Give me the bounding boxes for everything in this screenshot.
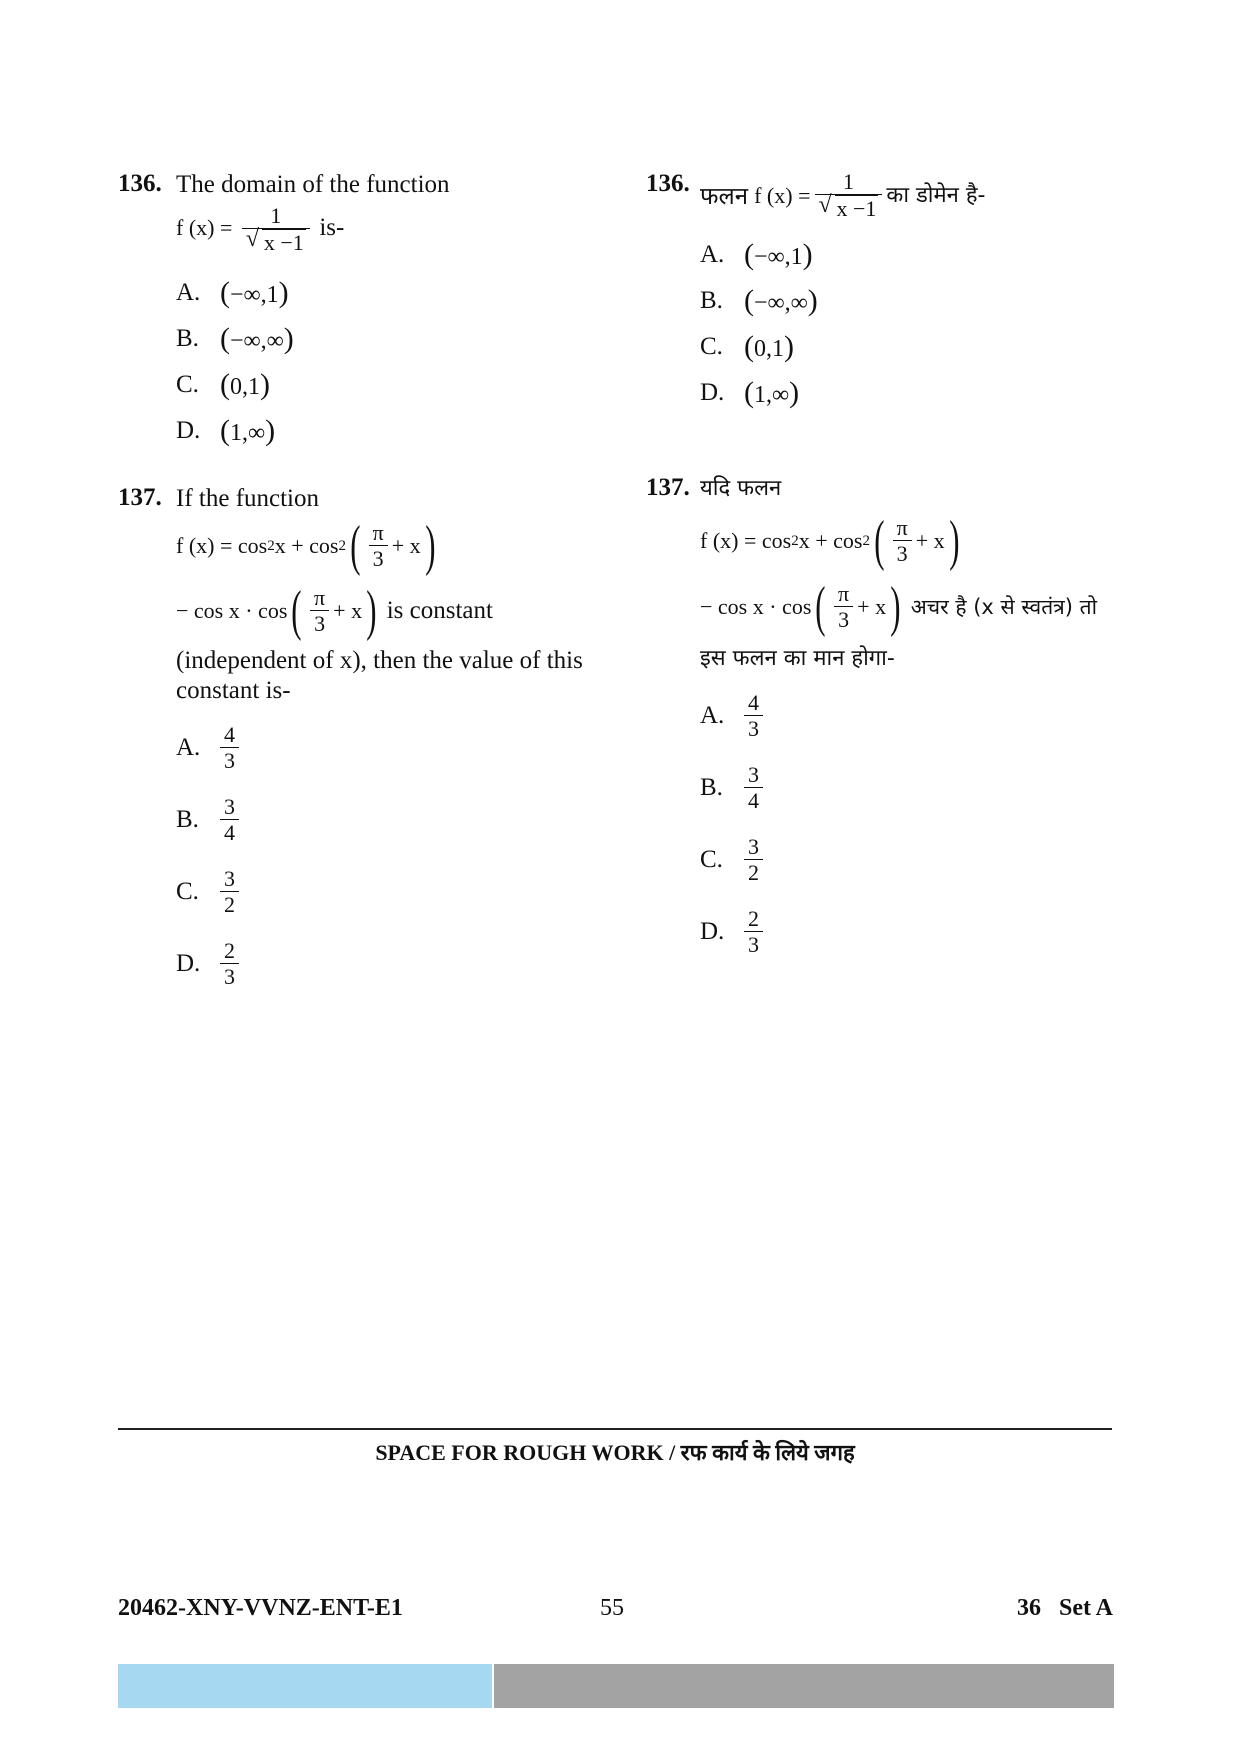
- question-137-en: [118, 484, 608, 1000]
- option-c[interactable]: C. $\frac{3}{2}$: [700, 824, 1166, 896]
- footer-bar-grey: [494, 1664, 1114, 1708]
- function-line-1: f (x) = cos 2 x + cos 2 ( $\frac{\pi}{3}$ + x ): [700, 510, 960, 572]
- question-137-hi: [646, 474, 1166, 968]
- option-a[interactable]: A. (−∞,1): [700, 238, 813, 271]
- option-b[interactable]: B. (−∞,∞): [176, 322, 294, 355]
- question-number: 136.: [646, 170, 690, 197]
- paper-code: 20462-XNY-VVNZ-ENT-E1: [118, 1595, 403, 1621]
- left-column: [118, 170, 608, 1000]
- question-text-2: (independent of x), then the value of this constant is-: [176, 647, 583, 704]
- option-a[interactable]: A. $\frac{4}{3}$: [700, 680, 1166, 752]
- option-c[interactable]: C. (0,1): [176, 368, 270, 401]
- function-line-2: − cos x · cos ( $\frac{\pi}{3}$ + x ) अचर है (x से स्वतंत्र) तो: [700, 576, 1098, 638]
- option-a[interactable]: A. (−∞,1): [176, 276, 289, 309]
- option-d[interactable]: D. $\frac{2}{3}$: [176, 928, 608, 1000]
- question-text: यदि फलन: [700, 476, 782, 501]
- question-text: If the function: [176, 485, 320, 512]
- question-text: The domain of the function: [176, 171, 450, 198]
- option-d[interactable]: D. $\frac{2}{3}$: [700, 896, 1166, 968]
- option-b[interactable]: B. $\frac{3}{4}$: [176, 784, 608, 856]
- option-c[interactable]: C. $\frac{3}{2}$: [176, 856, 608, 928]
- footer-bar-blue: [118, 1664, 492, 1708]
- question-number: 136.: [118, 170, 162, 197]
- question-number: 137.: [646, 474, 690, 501]
- question-136-en: [118, 170, 608, 454]
- option-b[interactable]: B. (−∞,∞): [700, 284, 818, 317]
- rough-work-divider: [118, 1428, 1112, 1430]
- option-d[interactable]: D. (1,∞): [700, 376, 800, 409]
- set-label: 36 Set A: [1017, 1595, 1113, 1621]
- question-number: 137.: [118, 484, 162, 511]
- option-a[interactable]: A. $\frac{4}{3}$: [176, 712, 608, 784]
- question-136-hi: [646, 170, 1166, 416]
- page-number: 55: [600, 1595, 624, 1621]
- question-text-2: इस फलन का मान होगा-: [700, 646, 895, 671]
- fraction: 1 √ x −1: [242, 204, 310, 256]
- function-expression: f (x) = 1 √ x −1 is-: [176, 203, 345, 255]
- option-b[interactable]: B. $\frac{3}{4}$: [700, 752, 1166, 824]
- rough-work-label: SPACE FOR ROUGH WORK / रफ कार्य के लिये जगह: [375, 1440, 855, 1465]
- option-c[interactable]: C. (0,1): [700, 330, 794, 363]
- function-expression: फलन f (x) = 1 √ x −1 का डोमेन है-: [700, 169, 986, 221]
- function-line-1: f (x) = cos 2 x + cos 2 ( $\frac{\pi}{3}$ + x ): [176, 515, 436, 577]
- right-column: [646, 170, 1166, 968]
- function-line-2: − cos x · cos ( $\frac{\pi}{3}$ + x ) is constant: [176, 580, 493, 642]
- option-d[interactable]: D. (1,∞): [176, 414, 276, 447]
